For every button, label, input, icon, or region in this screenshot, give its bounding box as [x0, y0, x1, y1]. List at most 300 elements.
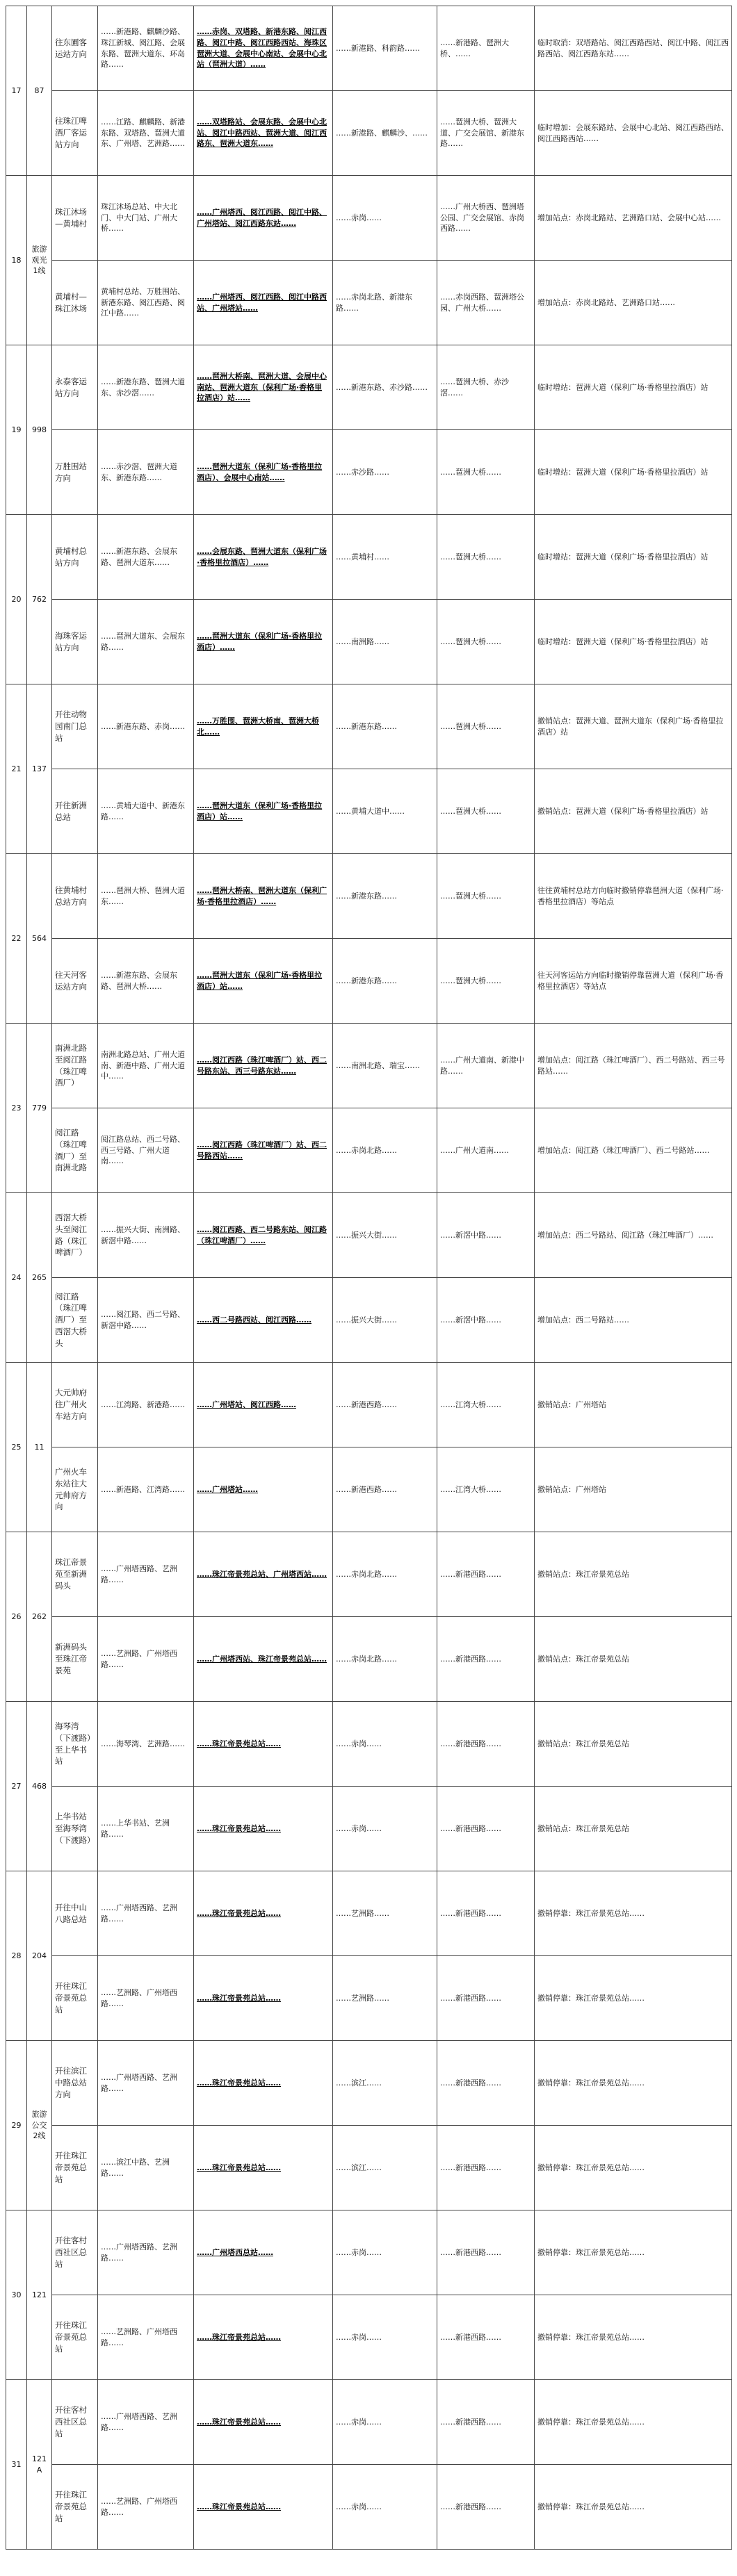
new-route-cell-text: ……阅江西路（珠江啤酒厂）站、西二号路西站…… — [197, 1140, 327, 1160]
common-route-cell-text: ……新港东路…… — [336, 891, 397, 901]
table-row — [6, 515, 732, 600]
common-route-cell — [333, 854, 437, 939]
direction-cell — [52, 1108, 98, 1193]
old-route-cell-text: 南洲北路总站、广州大道南、新港中路、广州大道中…… — [101, 1049, 185, 1081]
common-route-cell — [333, 1787, 437, 1871]
new-route-cell — [194, 2126, 333, 2210]
prev-route-cell-text: ……广州大道南、新港中路…… — [440, 1055, 524, 1076]
seq-cell: 28 — [6, 1871, 27, 2041]
route-adjustment-table — [6, 6, 732, 2550]
table-row — [6, 1024, 732, 1108]
old-route-cell — [98, 769, 194, 854]
direction-cell — [52, 261, 98, 345]
new-route-cell — [194, 515, 333, 600]
stop-change-cell — [535, 176, 732, 261]
old-route-cell — [98, 515, 194, 600]
stop-change-cell-text: 增加站点：赤岗北路站、艺洲路口站、会展中心站…… — [537, 213, 721, 222]
stop-change-cell — [535, 1278, 732, 1363]
prev-route-cell — [437, 1193, 535, 1278]
new-route-cell-text: ……珠江帝景苑总站…… — [197, 1908, 281, 1918]
stop-change-cell-text: 临时增站：琶洲大道（保利广场·香格里拉酒店）站 — [537, 467, 708, 477]
common-route-cell — [333, 769, 437, 854]
stop-change-cell — [535, 91, 732, 176]
direction-cell-text: 开往珠江帝景苑总站 — [55, 2490, 87, 2523]
old-route-cell — [98, 1532, 194, 1617]
table-row — [6, 6, 732, 91]
table-row — [6, 1278, 732, 1363]
prev-route-cell — [437, 6, 535, 91]
direction-cell-text: 开往滨江中路总站方向 — [55, 2066, 87, 2099]
new-route-cell — [194, 345, 333, 430]
prev-route-cell-text: ……琶洲大桥…… — [440, 637, 501, 646]
prev-route-cell — [437, 854, 535, 939]
route-cell: 旅游公交2线 — [27, 2041, 52, 2210]
common-route-cell-text: ……艺洲路…… — [336, 1908, 389, 1918]
old-route-cell — [98, 2380, 194, 2465]
old-route-cell — [98, 684, 194, 769]
direction-cell-text: 开往客村西社区总站 — [55, 2235, 87, 2269]
stop-change-cell — [535, 854, 732, 939]
table-row — [6, 1956, 732, 2041]
stop-change-cell-text: 撤销停靠：珠江帝景苑总站…… — [537, 2163, 645, 2172]
route-cell: 468 — [27, 1702, 52, 1871]
prev-route-cell — [437, 2380, 535, 2465]
direction-cell — [52, 1532, 98, 1617]
direction-cell-text: 往黄埔村总站方向 — [55, 885, 87, 907]
new-route-cell — [194, 2295, 333, 2380]
direction-cell — [52, 2465, 98, 2550]
common-route-cell-text: ……赤岗…… — [336, 213, 382, 222]
direction-cell — [52, 2210, 98, 2295]
old-route-cell-text: ……艺洲路、广州塔西路…… — [101, 1648, 177, 1669]
prev-route-cell — [437, 769, 535, 854]
new-route-cell-text: ……珠江帝景苑总站…… — [197, 1993, 281, 2003]
prev-route-cell — [437, 345, 535, 430]
prev-route-cell — [437, 2041, 535, 2126]
common-route-cell — [333, 515, 437, 600]
new-route-cell — [194, 1617, 333, 1702]
common-route-cell-text: ……振兴大街…… — [336, 1315, 397, 1324]
new-route-cell-text: ……珠江帝景苑总站…… — [197, 1739, 281, 1748]
table-row — [6, 854, 732, 939]
common-route-cell-text: ……赤岗北路…… — [336, 1145, 397, 1155]
prev-route-cell-text: ……江湾大桥…… — [440, 1400, 501, 1409]
direction-cell-text: 开往珠江帝景苑总站 — [55, 2320, 87, 2354]
direction-cell-text: 黄埔村总站方向 — [55, 545, 87, 568]
stop-change-cell — [535, 430, 732, 515]
new-route-cell — [194, 600, 333, 684]
route-cell: 204 — [27, 1871, 52, 2041]
old-route-cell — [98, 430, 194, 515]
seq-cell: 19 — [6, 345, 27, 515]
table-row — [6, 176, 732, 261]
stop-change-cell — [535, 1108, 732, 1193]
common-route-cell — [333, 1532, 437, 1617]
direction-cell-text: 开往客村西社区总站 — [55, 2405, 87, 2438]
direction-cell — [52, 176, 98, 261]
new-route-cell — [194, 1532, 333, 1617]
prev-route-cell — [437, 2295, 535, 2380]
new-route-cell-text: ……会展东路、琶洲大道东（保利广场·香格里拉酒店）…… — [197, 546, 327, 567]
stop-change-cell — [535, 600, 732, 684]
new-route-cell-text: ……广州塔西、阅江西路、阅江中路西站、广州塔站…… — [197, 292, 327, 313]
route-cell: 779 — [27, 1024, 52, 1193]
new-route-cell-text: ……珠江帝景苑总站…… — [197, 2502, 281, 2511]
direction-cell-text: 海琴湾（下渡路）至上华书站 — [55, 1721, 91, 1766]
stop-change-cell — [535, 1193, 732, 1278]
stop-change-cell — [535, 1024, 732, 1108]
new-route-cell-text: ……珠江帝景苑总站…… — [197, 2163, 281, 2172]
prev-route-cell — [437, 1024, 535, 1108]
new-route-cell — [194, 1787, 333, 1871]
prev-route-cell — [437, 1617, 535, 1702]
prev-route-cell — [437, 1447, 535, 1532]
prev-route-cell-text: ……江湾大桥…… — [440, 1484, 501, 1494]
new-route-cell — [194, 1871, 333, 1956]
stop-change-cell — [535, 2295, 732, 2380]
seq-cell: 29 — [6, 2041, 27, 2210]
table-row — [6, 2465, 732, 2550]
direction-cell-text: 开往新洲总站 — [55, 800, 87, 822]
common-route-cell — [333, 1871, 437, 1956]
direction-cell-text: 珠江帝景苑至新洲码头 — [55, 1557, 87, 1591]
route-cell: 262 — [27, 1532, 52, 1702]
stop-change-cell-text: 增加站点：阅江路（珠江啤酒厂）、西二号路站…… — [537, 1145, 710, 1155]
common-route-cell — [333, 2295, 437, 2380]
direction-cell-text: 往东圃客运站方向 — [55, 37, 87, 59]
old-route-cell — [98, 2465, 194, 2550]
common-route-cell — [333, 684, 437, 769]
stop-change-cell — [535, 6, 732, 91]
old-route-cell — [98, 91, 194, 176]
route-cell: 998 — [27, 345, 52, 515]
new-route-cell — [194, 2380, 333, 2465]
seq-cell: 27 — [6, 1702, 27, 1871]
stop-change-cell-text: 增加站点：赤岗北路站、艺洲路口站…… — [537, 297, 675, 307]
table-row — [6, 430, 732, 515]
prev-route-cell — [437, 176, 535, 261]
stop-change-cell-text: 撤销停靠：珠江帝景苑总站…… — [537, 2332, 645, 2342]
route-cell: 121 — [27, 2210, 52, 2380]
common-route-cell-text: ……赤岗…… — [336, 2247, 382, 2257]
stop-change-cell-text: 撤销站点：珠江帝景苑总站 — [537, 1823, 629, 1833]
table-row — [6, 600, 732, 684]
direction-cell-text: 珠江沐场—黄埔村 — [55, 206, 87, 229]
common-route-cell — [333, 1363, 437, 1447]
stop-change-cell — [535, 684, 732, 769]
common-route-cell-text: ……滨江…… — [336, 2078, 382, 2087]
old-route-cell-text: ……艺洲路、广州塔西路…… — [101, 2327, 177, 2347]
seq-cell: 21 — [6, 684, 27, 854]
stop-change-cell-text: 撤销停靠：珠江帝景苑总站…… — [537, 2078, 645, 2087]
prev-route-cell — [437, 2210, 535, 2295]
table-row — [6, 1702, 732, 1787]
prev-route-cell-text: ……广州大道南…… — [440, 1145, 509, 1155]
new-route-cell — [194, 2210, 333, 2295]
old-route-cell-text: 珠江沐场总站、中大北门、中大门站、广州大桥…… — [101, 202, 177, 233]
stop-change-cell-text: 撤销站点：珠江帝景苑总站 — [537, 1739, 629, 1748]
stop-change-cell — [535, 769, 732, 854]
old-route-cell — [98, 261, 194, 345]
direction-cell-text: 万胜围站方向 — [55, 461, 87, 483]
new-route-cell — [194, 430, 333, 515]
prev-route-cell-text: ……琶洲大桥…… — [440, 976, 501, 985]
common-route-cell-text: ……黄埔大道中…… — [336, 806, 405, 816]
new-route-cell — [194, 684, 333, 769]
stop-change-cell-text: 撤销站点：广州塔站 — [537, 1400, 606, 1409]
common-route-cell-text: ……赤岗…… — [336, 2502, 382, 2511]
new-route-cell-text: ……琶洲大道东（保利广场·香格里拉酒店）站…… — [197, 801, 323, 821]
new-route-cell-text: ……珠江帝景苑总站…… — [197, 2417, 281, 2427]
common-route-cell-text: ……新港东路、赤沙路…… — [336, 382, 428, 392]
new-route-cell-text: ……珠江帝景苑总站…… — [197, 1823, 281, 1833]
table-row — [6, 91, 732, 176]
direction-cell-text: 往珠江啤酒厂客运站方向 — [55, 116, 87, 149]
old-route-cell-text: ……海琴湾、艺洲路…… — [101, 1739, 185, 1748]
common-route-cell — [333, 1108, 437, 1193]
prev-route-cell — [437, 1108, 535, 1193]
table-row — [6, 769, 732, 854]
direction-cell-text: 永泰客运站方向 — [55, 376, 87, 398]
stop-change-cell — [535, 2465, 732, 2550]
table-row — [6, 1871, 732, 1956]
route-cell: 旅游观光1线 — [27, 176, 52, 345]
table-row — [6, 2041, 732, 2126]
new-route-cell — [194, 769, 333, 854]
old-route-cell-text: ……新港东路、会展东路、琶洲大桥…… — [101, 970, 177, 991]
stop-change-cell-text: 撤销站点：广州塔站 — [537, 1484, 606, 1494]
direction-cell-text: 阅江路（珠江啤酒厂）至西滘大桥头 — [55, 1291, 87, 1348]
stop-change-cell — [535, 1532, 732, 1617]
new-route-cell — [194, 2041, 333, 2126]
direction-cell — [52, 1787, 98, 1871]
new-route-cell-text: ……广州塔西站、珠江帝景苑总站…… — [197, 1654, 327, 1664]
prev-route-cell-text: ……新港西路…… — [440, 1908, 501, 1918]
common-route-cell — [333, 1024, 437, 1108]
common-route-cell — [333, 2041, 437, 2126]
stop-change-cell — [535, 1702, 732, 1787]
seq-cell: 20 — [6, 515, 27, 684]
new-route-cell — [194, 1447, 333, 1532]
table-row — [6, 2126, 732, 2210]
new-route-cell-text: ……珠江帝景苑总站…… — [197, 2078, 281, 2087]
prev-route-cell — [437, 939, 535, 1024]
route-cell: 137 — [27, 684, 52, 854]
old-route-cell — [98, 1956, 194, 2041]
old-route-cell — [98, 854, 194, 939]
stop-change-cell-text: 临时增站：琶洲大道（保利广场·香格里拉酒店）站 — [537, 637, 708, 646]
common-route-cell — [333, 91, 437, 176]
direction-cell — [52, 769, 98, 854]
common-route-cell — [333, 2380, 437, 2465]
common-route-cell-text: ……赤岗…… — [336, 1739, 382, 1748]
table-row — [6, 2295, 732, 2380]
old-route-cell-text: ……江湾路、新港路…… — [101, 1400, 185, 1409]
direction-cell-text: 南洲北路至阅江路（珠江啤酒厂） — [55, 1043, 87, 1088]
stop-change-cell-text: 撤销站点：琶洲大道（保利广场·香格里拉酒店）站 — [537, 806, 708, 816]
direction-cell — [52, 6, 98, 91]
table-row — [6, 1447, 732, 1532]
table-row — [6, 2210, 732, 2295]
prev-route-cell — [437, 1787, 535, 1871]
prev-route-cell-text: ……琶洲大桥…… — [440, 467, 501, 477]
old-route-cell — [98, 2041, 194, 2126]
common-route-cell — [333, 2126, 437, 2210]
common-route-cell — [333, 939, 437, 1024]
prev-route-cell — [437, 1871, 535, 1956]
common-route-cell — [333, 1193, 437, 1278]
old-route-cell — [98, 1617, 194, 1702]
stop-change-cell-text: 增加站点：阅江路（珠江啤酒厂）、西二号路站、西三号路站…… — [537, 1055, 725, 1076]
stop-change-cell-text: 撤销站点：珠江帝景苑总站 — [537, 1654, 629, 1664]
new-route-cell-text: ……阅江西路（珠江啤酒厂）站、西二号路东站、西三号路东站…… — [197, 1055, 327, 1076]
seq-cell: 24 — [6, 1193, 27, 1363]
seq-cell: 26 — [6, 1532, 27, 1702]
direction-cell-text: 开往珠江帝景苑总站 — [55, 1981, 87, 2015]
prev-route-cell — [437, 2465, 535, 2550]
direction-cell — [52, 1447, 98, 1532]
old-route-cell-text: ……琶洲大道东、会展东路…… — [101, 631, 185, 652]
old-route-cell — [98, 600, 194, 684]
stop-change-cell — [535, 1787, 732, 1871]
common-route-cell-text: ……南洲路…… — [336, 637, 389, 646]
common-route-cell-text: ……赤岗北路…… — [336, 1569, 397, 1579]
direction-cell-text: 海珠客运站方向 — [55, 630, 87, 653]
old-route-cell-text: ……艺洲路、广州塔西路…… — [101, 1987, 177, 2008]
common-route-cell-text: ……新港路、麒麟沙、…… — [336, 128, 428, 138]
direction-cell-text: 大元帅府往广州火车站方向 — [55, 1388, 87, 1421]
stop-change-cell-text: 撤销停靠：珠江帝景苑总站…… — [537, 1908, 645, 1918]
old-route-cell-text: ……广州塔西路、艺洲路…… — [101, 2242, 177, 2263]
stop-change-cell-text: 临时增站：琶洲大道（保利广场·香格里拉酒店）站 — [537, 382, 708, 392]
direction-cell — [52, 1278, 98, 1363]
table-row — [6, 261, 732, 345]
prev-route-cell — [437, 515, 535, 600]
new-route-cell-text: ……琶洲大道东（保利广场·香格里拉酒店）…… — [197, 631, 323, 652]
direction-cell — [52, 430, 98, 515]
new-route-cell — [194, 2465, 333, 2550]
common-route-cell — [333, 1702, 437, 1787]
old-route-cell — [98, 1278, 194, 1363]
prev-route-cell-text: ……新港西路…… — [440, 2163, 501, 2172]
table-row — [6, 2380, 732, 2465]
direction-cell-text: 新洲码头至珠江帝景苑 — [55, 1642, 87, 1675]
seq-cell: 22 — [6, 854, 27, 1024]
old-route-cell-text: ……振兴大街、南洲路、新滘中路…… — [101, 1224, 185, 1245]
direction-cell — [52, 2126, 98, 2210]
old-route-cell-text: ……黄埔大道中、新港东路…… — [101, 801, 185, 821]
common-route-cell — [333, 2210, 437, 2295]
new-route-cell — [194, 1956, 333, 2041]
old-route-cell-text: ……阅江路、西二号路、新滘中路…… — [101, 1309, 185, 1330]
stop-change-cell-text: 撤销停靠：珠江帝景苑总站…… — [537, 1993, 645, 2003]
common-route-cell-text: ……赤岗…… — [336, 1823, 382, 1833]
old-route-cell — [98, 1024, 194, 1108]
common-route-cell-text: ……振兴大街…… — [336, 1230, 397, 1240]
new-route-cell — [194, 261, 333, 345]
stop-change-cell-text: 撤销站点：琶洲大道、琶洲大道东（保利广场·香格里拉酒店）站 — [537, 716, 724, 737]
new-route-cell-text: ……双塔路站、会展东路、会展中心北站、阅江中路西站、琶洲大道、阅江西路东、琶洲大道东…… — [197, 117, 327, 149]
route-cell: 121A — [27, 2380, 52, 2550]
common-route-cell — [333, 1956, 437, 2041]
table-row — [6, 1617, 732, 1702]
new-route-cell-text: ……琶洲大道东（保利广场·香格里拉酒店）、会展中心南站…… — [197, 461, 323, 482]
prev-route-cell — [437, 2126, 535, 2210]
route-cell: 87 — [27, 6, 52, 176]
new-route-cell-text: ……广州塔西总站…… — [197, 2247, 273, 2257]
old-route-cell-text: ……滨江中路、艺洲路…… — [101, 2157, 170, 2178]
old-route-cell-text: ……琶洲大桥、琶洲大道东…… — [101, 885, 185, 906]
stop-change-cell-text: 撤销停靠：珠江帝景苑总站…… — [537, 2417, 645, 2427]
direction-cell — [52, 854, 98, 939]
new-route-cell-text: ……广州塔站…… — [197, 1484, 258, 1494]
common-route-cell-text: ……黄埔村…… — [336, 552, 389, 561]
old-route-cell-text: ……新港路、江湾路…… — [101, 1484, 185, 1494]
old-route-cell — [98, 2126, 194, 2210]
new-route-cell — [194, 1702, 333, 1787]
route-cell: 265 — [27, 1193, 52, 1363]
prev-route-cell-text: ……新港西路…… — [440, 1569, 501, 1579]
stop-change-cell — [535, 1956, 732, 2041]
route-cell: 762 — [27, 515, 52, 684]
common-route-cell — [333, 1447, 437, 1532]
seq-cell: 30 — [6, 2210, 27, 2380]
new-route-cell-text: ……西二号路西站、阅江西路…… — [197, 1315, 311, 1324]
stop-change-cell — [535, 2210, 732, 2295]
prev-route-cell-text: ……新港西路…… — [440, 1739, 501, 1748]
stop-change-cell — [535, 261, 732, 345]
stop-change-cell — [535, 1363, 732, 1447]
old-route-cell — [98, 2210, 194, 2295]
common-route-cell-text: ……滨江…… — [336, 2163, 382, 2172]
stop-change-cell — [535, 1871, 732, 1956]
old-route-cell — [98, 1363, 194, 1447]
prev-route-cell-text: ……新港西路…… — [440, 1654, 501, 1664]
old-route-cell-text: ……广州塔西路、艺洲路…… — [101, 1564, 177, 1584]
common-route-cell-text: ……新港西路…… — [336, 1400, 397, 1409]
direction-cell-text: 往天河客运站方向 — [55, 969, 87, 992]
prev-route-cell-text: ……新滘中路…… — [440, 1315, 501, 1324]
new-route-cell — [194, 1108, 333, 1193]
old-route-cell — [98, 176, 194, 261]
direction-cell — [52, 345, 98, 430]
old-route-cell-text: ……新港东路、琶洲大道东、赤沙滘…… — [101, 377, 185, 397]
prev-route-cell-text: ……广州大桥西、琶洲塔公园、广交会展馆、赤岗西路…… — [440, 202, 524, 233]
seq-cell: 17 — [6, 6, 27, 176]
new-route-cell — [194, 1363, 333, 1447]
old-route-cell-text: ……新港路、麒麟沙路、珠江新城、阅江路、会展东路、琶洲大道东、环岛路…… — [101, 26, 185, 69]
table-row — [6, 684, 732, 769]
prev-route-cell-text: ……新港西路…… — [440, 2417, 501, 2427]
route-cell: 564 — [27, 854, 52, 1024]
seq-cell: 25 — [6, 1363, 27, 1532]
direction-cell — [52, 515, 98, 600]
stop-change-cell-text: 撤销站点：珠江帝景苑总站 — [537, 1569, 629, 1579]
old-route-cell — [98, 6, 194, 91]
direction-cell — [52, 91, 98, 176]
new-route-cell-text: ……琶洲大桥南、琶洲大道东（保利广场·香格里拉酒店）…… — [197, 885, 327, 906]
prev-route-cell — [437, 600, 535, 684]
prev-route-cell-text: ……新港西路…… — [440, 2502, 501, 2511]
old-route-cell — [98, 345, 194, 430]
prev-route-cell-text: ……琶洲大桥、赤沙滘…… — [440, 377, 509, 397]
common-route-cell — [333, 1617, 437, 1702]
common-route-cell-text: ……赤岗北路、新港东路…… — [336, 292, 412, 313]
direction-cell-text: 西滘大桥头至阅江路（珠江啤酒厂） — [55, 1213, 87, 1258]
direction-cell — [52, 600, 98, 684]
old-route-cell-text: ……广州塔西路、艺洲路…… — [101, 1903, 177, 1923]
prev-route-cell — [437, 430, 535, 515]
